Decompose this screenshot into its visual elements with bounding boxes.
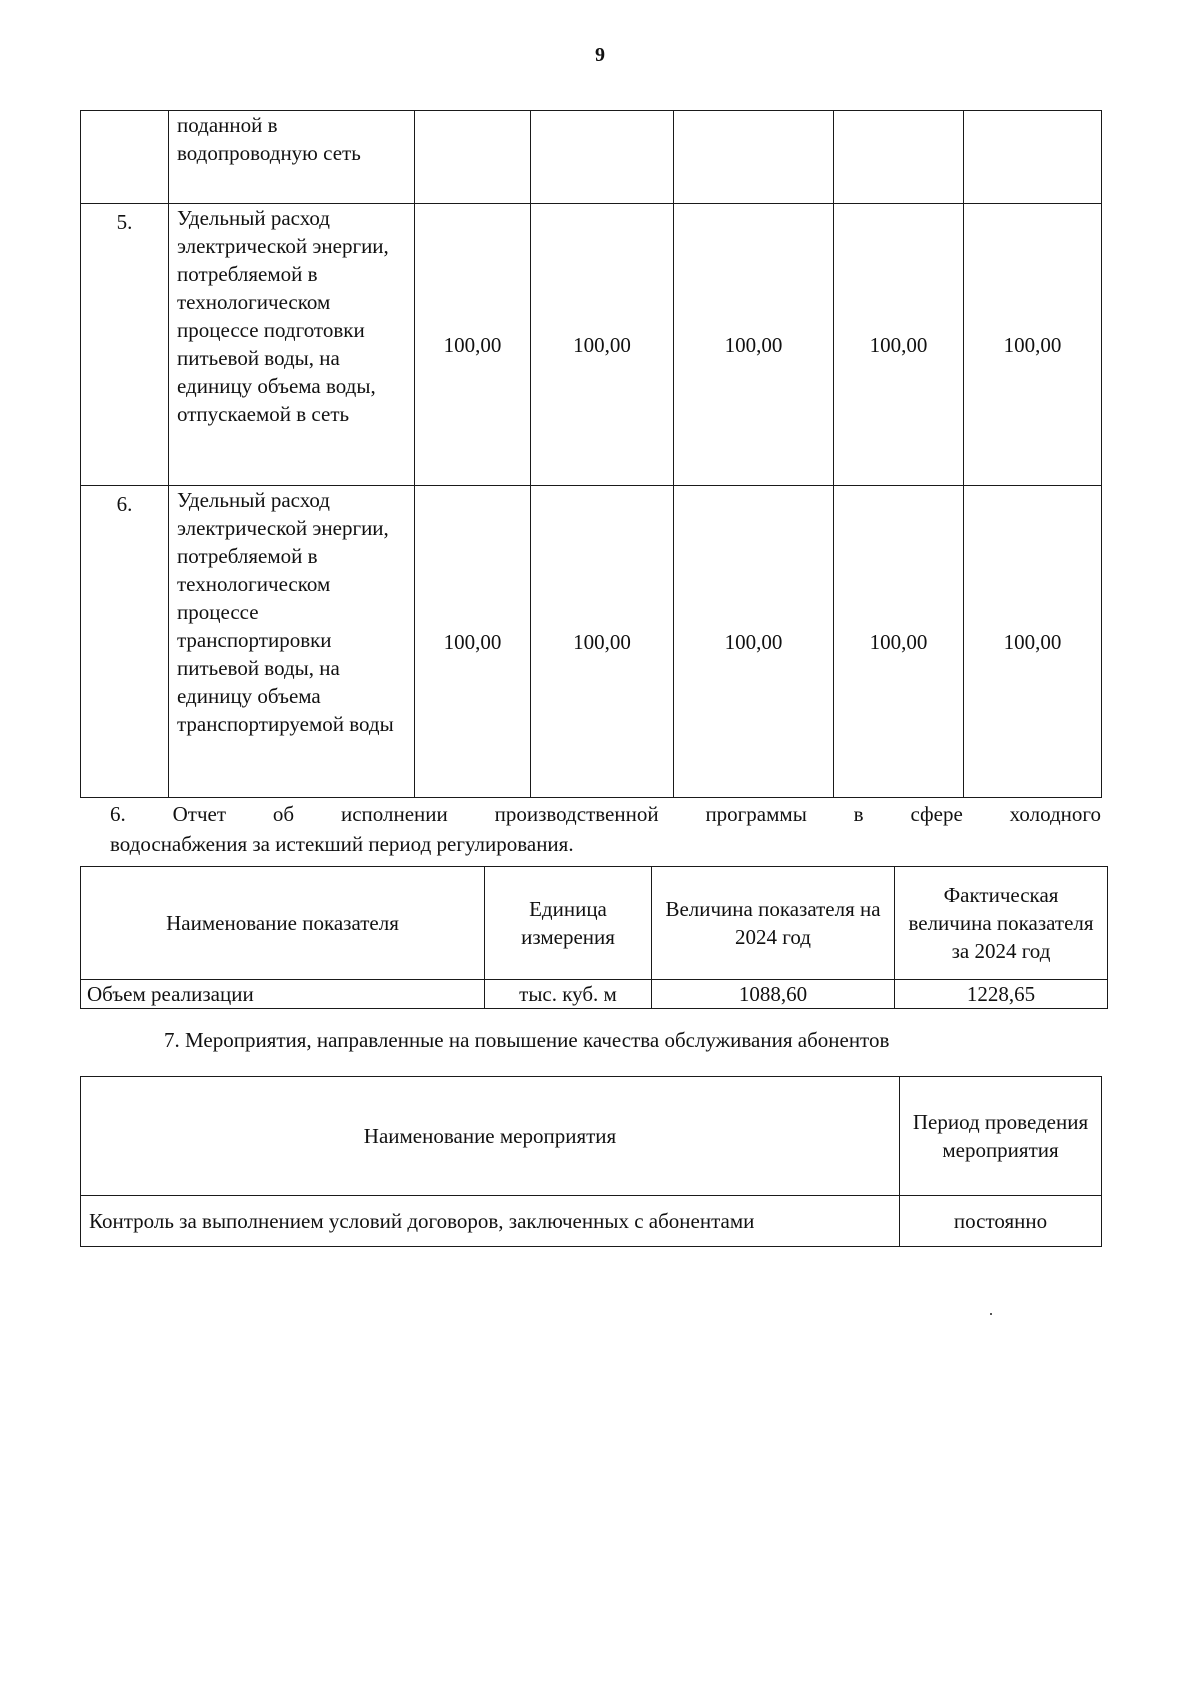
table-header-row <box>81 867 1108 980</box>
measure-period: постоянно <box>900 1196 1102 1247</box>
indicator-label: поданной в водопроводную сеть <box>169 111 415 204</box>
page-number: 9 <box>595 44 605 66</box>
value-cell: 100,00 <box>834 204 964 486</box>
indicator-label: Удельный расход электрической энергии, потребляемой в технологическом процессе транспортировки питьевой воды, на единицу объема транспортируемой воды <box>169 486 415 798</box>
row-number: 5. <box>81 204 169 486</box>
indicator-name: Объем реализации <box>81 980 485 1009</box>
implementation-report-table <box>80 866 1108 1009</box>
value-cell: 100,00 <box>674 204 834 486</box>
value-cell: 100,00 <box>964 204 1102 486</box>
value-cell: 100,00 <box>531 486 674 798</box>
row-number <box>81 111 169 204</box>
planned-value: 1088,60 <box>652 980 895 1009</box>
section-6-text-line2: водоснабжения за истекший период регулирования. <box>110 832 574 856</box>
indicator-label: Удельный расход электрической энергии, потребляемой в технологическом процессе подготовки питьевой воды, на единицу объема воды, отпускаемой в сеть <box>169 204 415 486</box>
section-7-heading: 7. Мероприятия, направленные на повышение качества обслуживания абонентов <box>164 1028 890 1052</box>
table-row <box>81 486 1102 798</box>
measures-table <box>80 1076 1102 1247</box>
table-row <box>81 204 1102 486</box>
value-cell: 100,00 <box>674 486 834 798</box>
table-row <box>81 980 1108 1009</box>
empty-cell <box>531 111 674 204</box>
column-header: Наименование показателя <box>81 867 485 980</box>
column-header: Фактическая величина показателя за 2024 год <box>895 867 1108 980</box>
table-row <box>81 1196 1102 1247</box>
column-header: Величина показателя на 2024 год <box>652 867 895 980</box>
table-header-row <box>81 1077 1102 1196</box>
table-row-continuation <box>81 111 1102 204</box>
indicators-table <box>80 110 1102 798</box>
scan-speck <box>990 1313 992 1315</box>
value-cell: 100,00 <box>415 486 531 798</box>
empty-cell <box>674 111 834 204</box>
column-header: Период проведения мероприятия <box>900 1077 1102 1196</box>
empty-cell <box>834 111 964 204</box>
empty-cell <box>415 111 531 204</box>
value-cell: 100,00 <box>531 204 674 486</box>
column-header: Наименование мероприятия <box>81 1077 900 1196</box>
actual-value: 1228,65 <box>895 980 1108 1009</box>
value-cell: 100,00 <box>964 486 1102 798</box>
empty-cell <box>964 111 1102 204</box>
value-cell: 100,00 <box>415 204 531 486</box>
row-number: 6. <box>81 486 169 798</box>
measure-name: Контроль за выполнением условий договоров, заключенных с абонентами <box>81 1196 900 1247</box>
section-6-text-line1: 6. Отчет об исполнении производственной программы в сфере холодного <box>110 802 1101 826</box>
column-header: Единица измерения <box>485 867 652 980</box>
value-cell: 100,00 <box>834 486 964 798</box>
unit-cell: тыс. куб. м <box>485 980 652 1009</box>
